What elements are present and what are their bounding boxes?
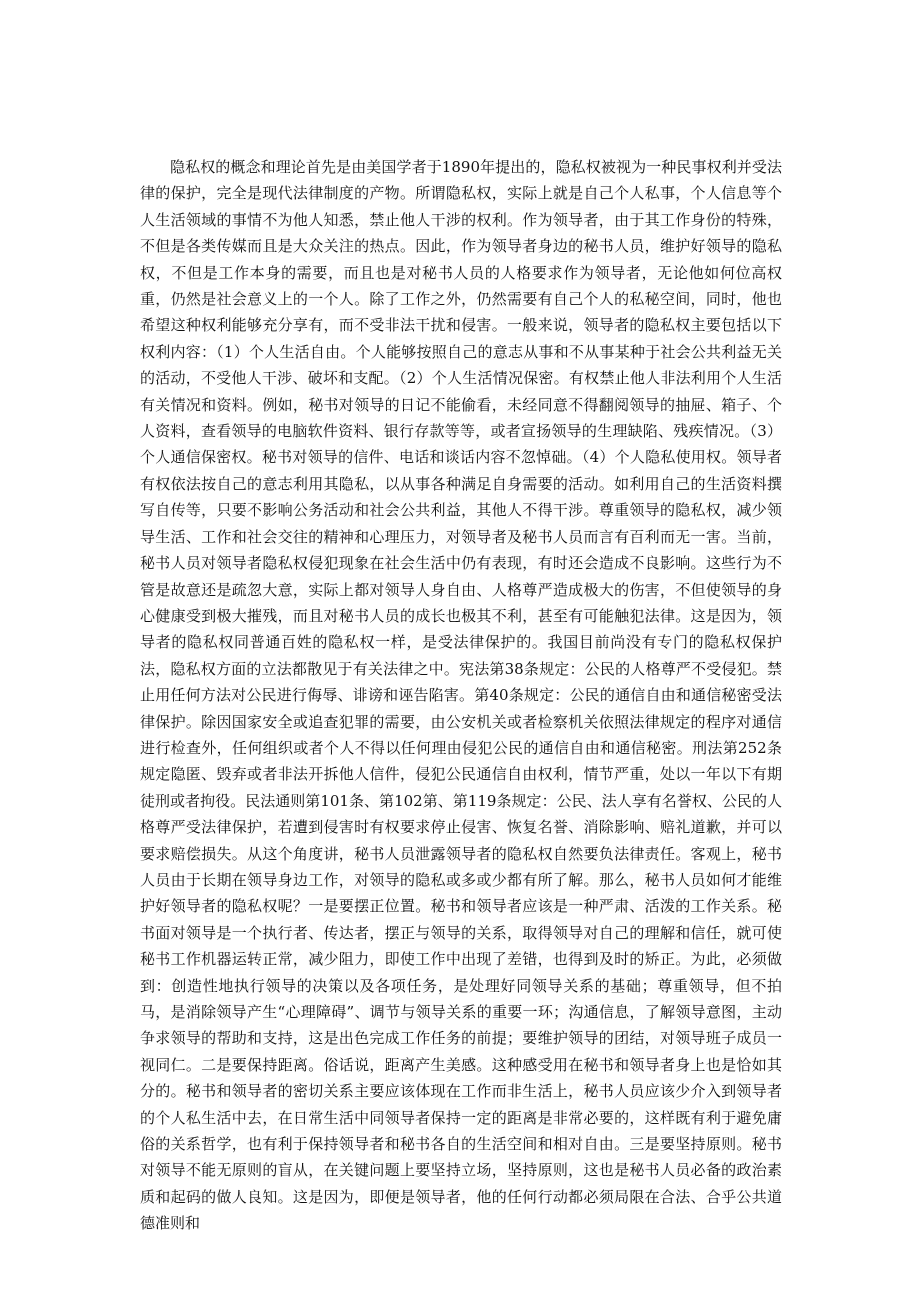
body-paragraph: 隐私权的概念和理论首先是由美国学者于1890年提出的，隐私权被视为一种民事权利并受法律的保护，完全是现代法律制度的产物。所谓隐私权，实际上就是自己个人私事，个人信息等个人生活领域的事情不为他人知悉，禁止他人干涉的权利。作为领导者，由于其工作身份的特殊，不但是各类传媒而且是大众关注的热点。因此，作为领导者身边的秘书人员，维护好领导的隐私权，不但是工作本身的需要，而且也是对秘书人员的人格要求作为领导者，无论他如何位高权重，仍然是社会意义上的一个人。除了工作之外，仍然需要有自己个人的私秘空间，同时，他也希望这种权利能够充分享有，而不受非法干扰和侵害。一般来说，领导者的隐私权主要包括以下权利内容：（1）个人生活自由。个人能够按照自己的意志从事和不从事某种于社会公共利益无关的活动，不受他人干涉、破坏和支配。（2）个人生活情况保密。有权禁止他人非法利用个人生活有关情况和资料。例如，秘书对领导的日记不能偷看，未经同意不得翻阅领导的抽屉、箱子、个人资料，查看领导的电脑软件资料、银行存款等等，或者宣扬领导的生理缺陷、残疾情况。（3）个人通信保密权。秘书对领导的信件、电话和谈话内容不忽悼础。（4）个人隐私使用权。领导者有权依法按自己的意志利用其隐私，以从事各种满足自身需要的活动。如利用自己的生活资料撰写自传等，只要不影响公务活动和社会公共利益，其他人不得干涉。尊重领导的隐私权，减少领导生活、工作和社会交往的精神和心理压力，对领导者及秘书人员而言有百利而无一害。当前，秘书人员对领导者隐私权侵犯现象在社会生活中仍有表现，有时还会造成不良影响。这些行为不管是故意还是疏忽大意，实际上都对领导人身自由、人格尊严造成极大的伤害，不但使领导的身心健康受到极大摧残，而且对秘书人员的成长也极其不利，甚至有可能触犯法律。这是因为，领导者的隐私权同普通百姓的隐私权一样，是受法律保护的。我国目前尚没有专门的隐私权保护法，隐私权方面的立法都散见于有关法律之中。宪法第38条规定：公民的人格尊严不受侵犯。禁止用任何方法对公民进行侮辱、诽谤和诬告陷害。第40条规定：公民的通信自由和通信秘密受法律保护。除因国家安全或追查犯罪的需要，由公安机关或者检察机关依照法律规定的程序对通信进行检查外，任何组织或者个人不得以任何理由侵犯公民的通信自由和通信秘密。刑法第252条规定隐匿、毁弃或者非法开拆他人信件，侵犯公民通信自由权利，情节严重，处以一年以下有期徒刑或者拘役。民法通则第101条、第102第、第119条规定：公民、法人享有名誉权、公民的人格尊严受法律保护，若遭到侵害时有权要求停止侵害、恢复名誉、消除影响、赔礼道歉，并可以要求赔偿损失。从这个角度讲，秘书人员泄露领导者的隐私权自然要负法律责任。客观上，秘书人员由于长期在领导身边工作，对领导的隐私或多或少都有所了解。那么，秘书人员如何才能维护好领导者的隐私权呢？一是要摆正位置。秘书和领导者应该是一种严肃、活泼的工作关系。秘书面对领导是一个执行者、传达者，摆正与领导的关系，取得领导对自己的理解和信任，就可使秘书工作机器运转正常，减少阻力，即使工作中出现了差错，也得到及时的矫正。为此，必须做到：创造性地执行领导的决策以及各项任务，是处理好同领导关系的基础；尊重领导，但不拍马，是消除领导产生“心理障碍”、调节与领导关系的重要一环；沟通信息，了解领导意图，主动争求领导的帮助和支持，这是出色完成工作任务的前提；要维护领导的团结，对领导班子成员一视同仁。二是要保持距离。俗话说，距离产生美感。这种感受用在秘书和领导者身上也是恰如其分的。秘书和领导者的密切关系主要应该体现在工作而非生活上，秘书人员应该少介入到领导者的个人私生活中去，在日常生活中同领导者保持一定的距离是非常必要的，这样既有利于避免庸俗的关系哲学，也有利于保持领导者和秘书各自的生活空间和相对自由。三是要坚持原则。秘书对领导不能无原则的盲从，在关键问题上要坚持立场，坚持原则，这也是秘书人员必备的政治素质和起码的做人良知。这是因为，即便是领导者，他的任何行动都必须局限在合法、合乎公共道德准则和 xyxy=(140,158,782,1233)
